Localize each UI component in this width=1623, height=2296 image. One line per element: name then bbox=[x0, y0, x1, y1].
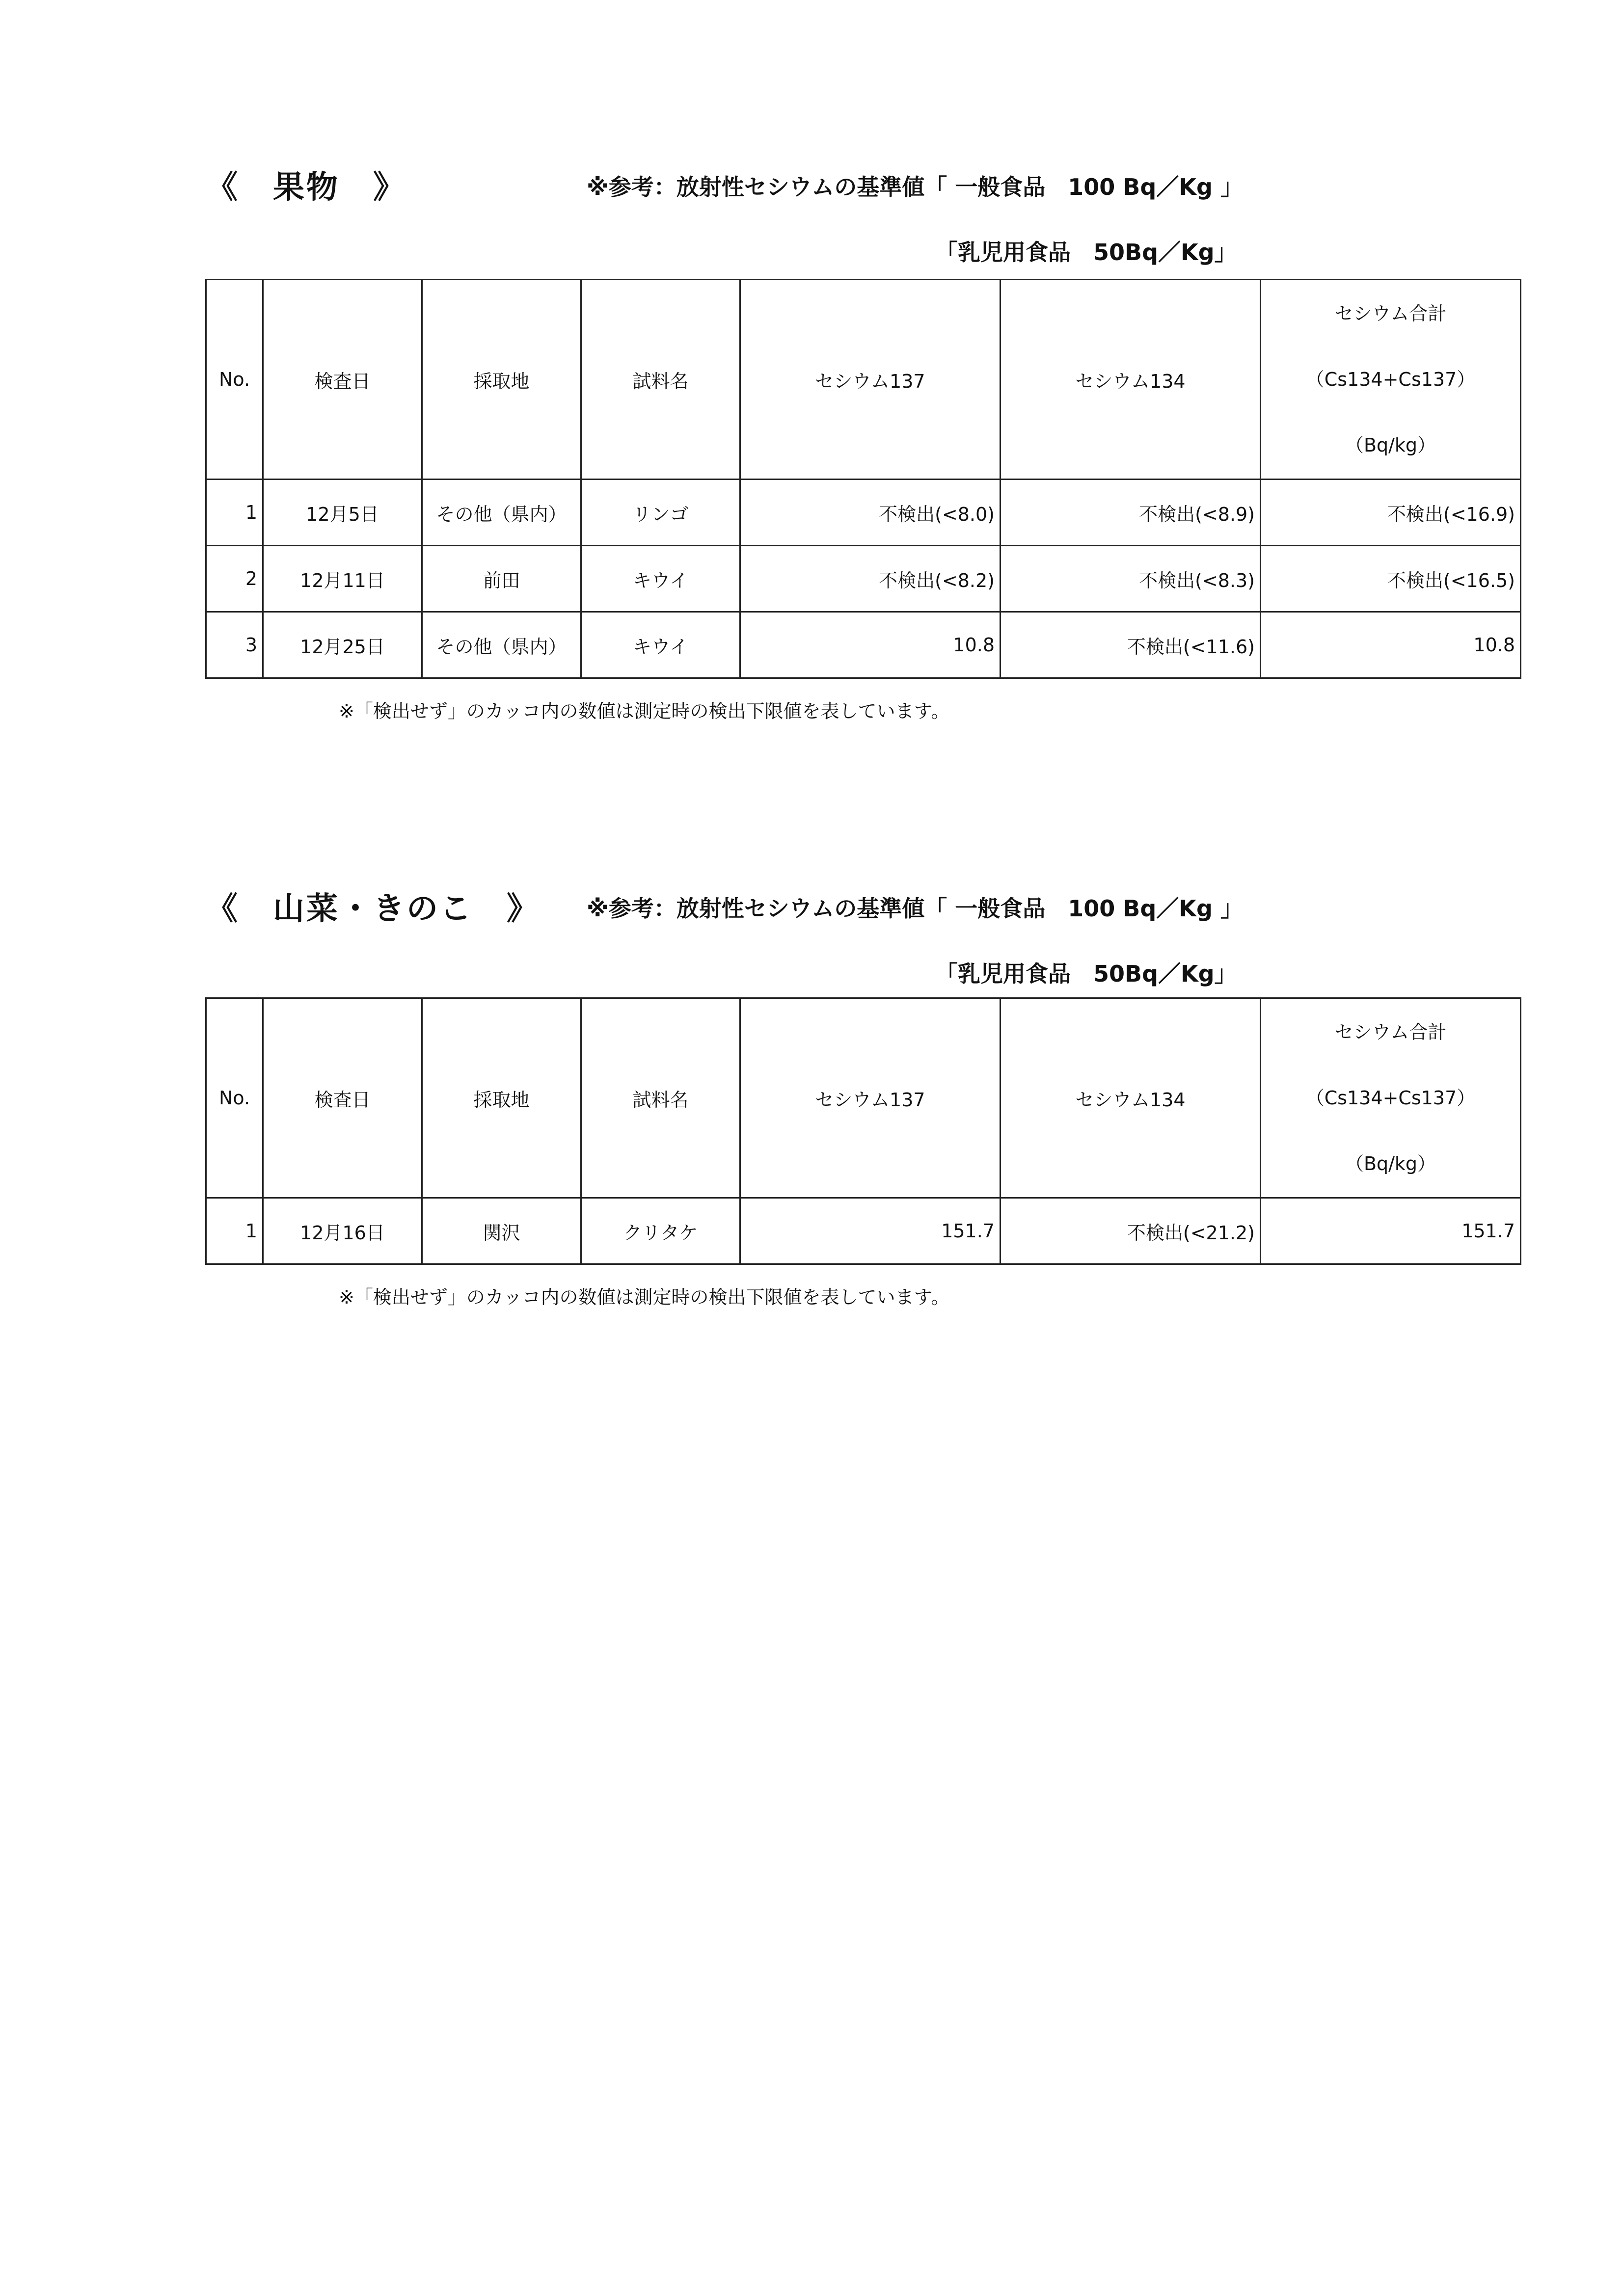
header-total-unit: （Bq/kg） bbox=[1345, 1153, 1436, 1175]
header-total-formula: （Cs134+Cs137） bbox=[1305, 369, 1476, 390]
header-cs137: セシウム137 bbox=[740, 998, 1001, 1198]
cell-cs134: 不検出(<8.3) bbox=[1001, 546, 1261, 612]
cell-cs134: 不検出(<8.9) bbox=[1001, 480, 1261, 546]
cell-place: その他（県内） bbox=[422, 480, 581, 546]
cell-place: 関沢 bbox=[422, 1198, 581, 1264]
cell-no: 1 bbox=[206, 1198, 263, 1264]
cell-date: 12月25日 bbox=[263, 612, 422, 678]
cell-date: 12月5日 bbox=[263, 480, 422, 546]
cell-cs134: 不検出(<11.6) bbox=[1001, 612, 1261, 678]
header-date: 検査日 bbox=[263, 998, 422, 1198]
results-table bbox=[205, 997, 1521, 1265]
header-total-label: セシウム合計 bbox=[1334, 1021, 1447, 1043]
table-row bbox=[206, 546, 1521, 612]
cell-total: 不検出(<16.5) bbox=[1261, 546, 1521, 612]
reference-general-food: ※参考：放射性セシウムの基準値「 一般食品 100 Bq／Kg 」 bbox=[587, 895, 1243, 922]
reference-infant-food: 「乳児用食品 50Bq／Kg」 bbox=[935, 961, 1237, 987]
header-place: 採取地 bbox=[422, 998, 581, 1198]
reference-infant-food: 「乳児用食品 50Bq／Kg」 bbox=[935, 239, 1237, 266]
cell-total: 不検出(<16.9) bbox=[1261, 480, 1521, 546]
cell-total: 151.7 bbox=[1261, 1198, 1521, 1264]
header-cs134: セシウム134 bbox=[1001, 998, 1261, 1198]
cell-cs137: 不検出(<8.2) bbox=[740, 546, 1001, 612]
header-no: No. bbox=[206, 998, 263, 1198]
cell-no: 1 bbox=[206, 480, 263, 546]
cell-cs134: 不検出(<21.2) bbox=[1001, 1198, 1261, 1264]
table-row bbox=[206, 480, 1521, 546]
table-header-row bbox=[206, 280, 1521, 480]
cell-date: 12月11日 bbox=[263, 546, 422, 612]
footnote: ※「検出せず」のカッコ内の数値は測定時の検出下限値を表しています。 bbox=[339, 700, 950, 722]
header-cs134: セシウム134 bbox=[1001, 280, 1261, 480]
header-total-formula: （Cs134+Cs137） bbox=[1305, 1087, 1476, 1109]
cell-sample: クリタケ bbox=[581, 1198, 740, 1264]
cell-total: 10.8 bbox=[1261, 612, 1521, 678]
header-total bbox=[1261, 998, 1521, 1198]
cell-sample: キウイ bbox=[581, 546, 740, 612]
cell-no: 2 bbox=[206, 546, 263, 612]
header-place: 採取地 bbox=[422, 280, 581, 480]
header-cs137: セシウム137 bbox=[740, 280, 1001, 480]
table-row bbox=[206, 1198, 1521, 1264]
header-no: No. bbox=[206, 280, 263, 480]
header-total bbox=[1261, 280, 1521, 480]
cell-sample: キウイ bbox=[581, 612, 740, 678]
header-sample: 試料名 bbox=[581, 280, 740, 480]
footnote: ※「検出せず」のカッコ内の数値は測定時の検出下限値を表しています。 bbox=[339, 1286, 950, 1308]
reference-general-food: ※参考：放射性セシウムの基準値「 一般食品 100 Bq／Kg 」 bbox=[587, 174, 1243, 200]
cell-place: その他（県内） bbox=[422, 612, 581, 678]
cell-cs137: 151.7 bbox=[740, 1198, 1001, 1264]
cell-cs137: 10.8 bbox=[740, 612, 1001, 678]
results-table bbox=[205, 279, 1521, 679]
header-total-unit: （Bq/kg） bbox=[1345, 434, 1436, 456]
section-title: 《 山菜・きのこ 》 bbox=[206, 891, 540, 927]
table-header-row bbox=[206, 998, 1521, 1198]
cell-place: 前田 bbox=[422, 546, 581, 612]
cell-cs137: 不検出(<8.0) bbox=[740, 480, 1001, 546]
cell-sample: リンゴ bbox=[581, 480, 740, 546]
section-title: 《 果物 》 bbox=[206, 169, 406, 206]
cell-no: 3 bbox=[206, 612, 263, 678]
table-row bbox=[206, 612, 1521, 678]
cell-date: 12月16日 bbox=[263, 1198, 422, 1264]
header-date: 検査日 bbox=[263, 280, 422, 480]
header-sample: 試料名 bbox=[581, 998, 740, 1198]
header-total-label: セシウム合計 bbox=[1334, 303, 1447, 324]
